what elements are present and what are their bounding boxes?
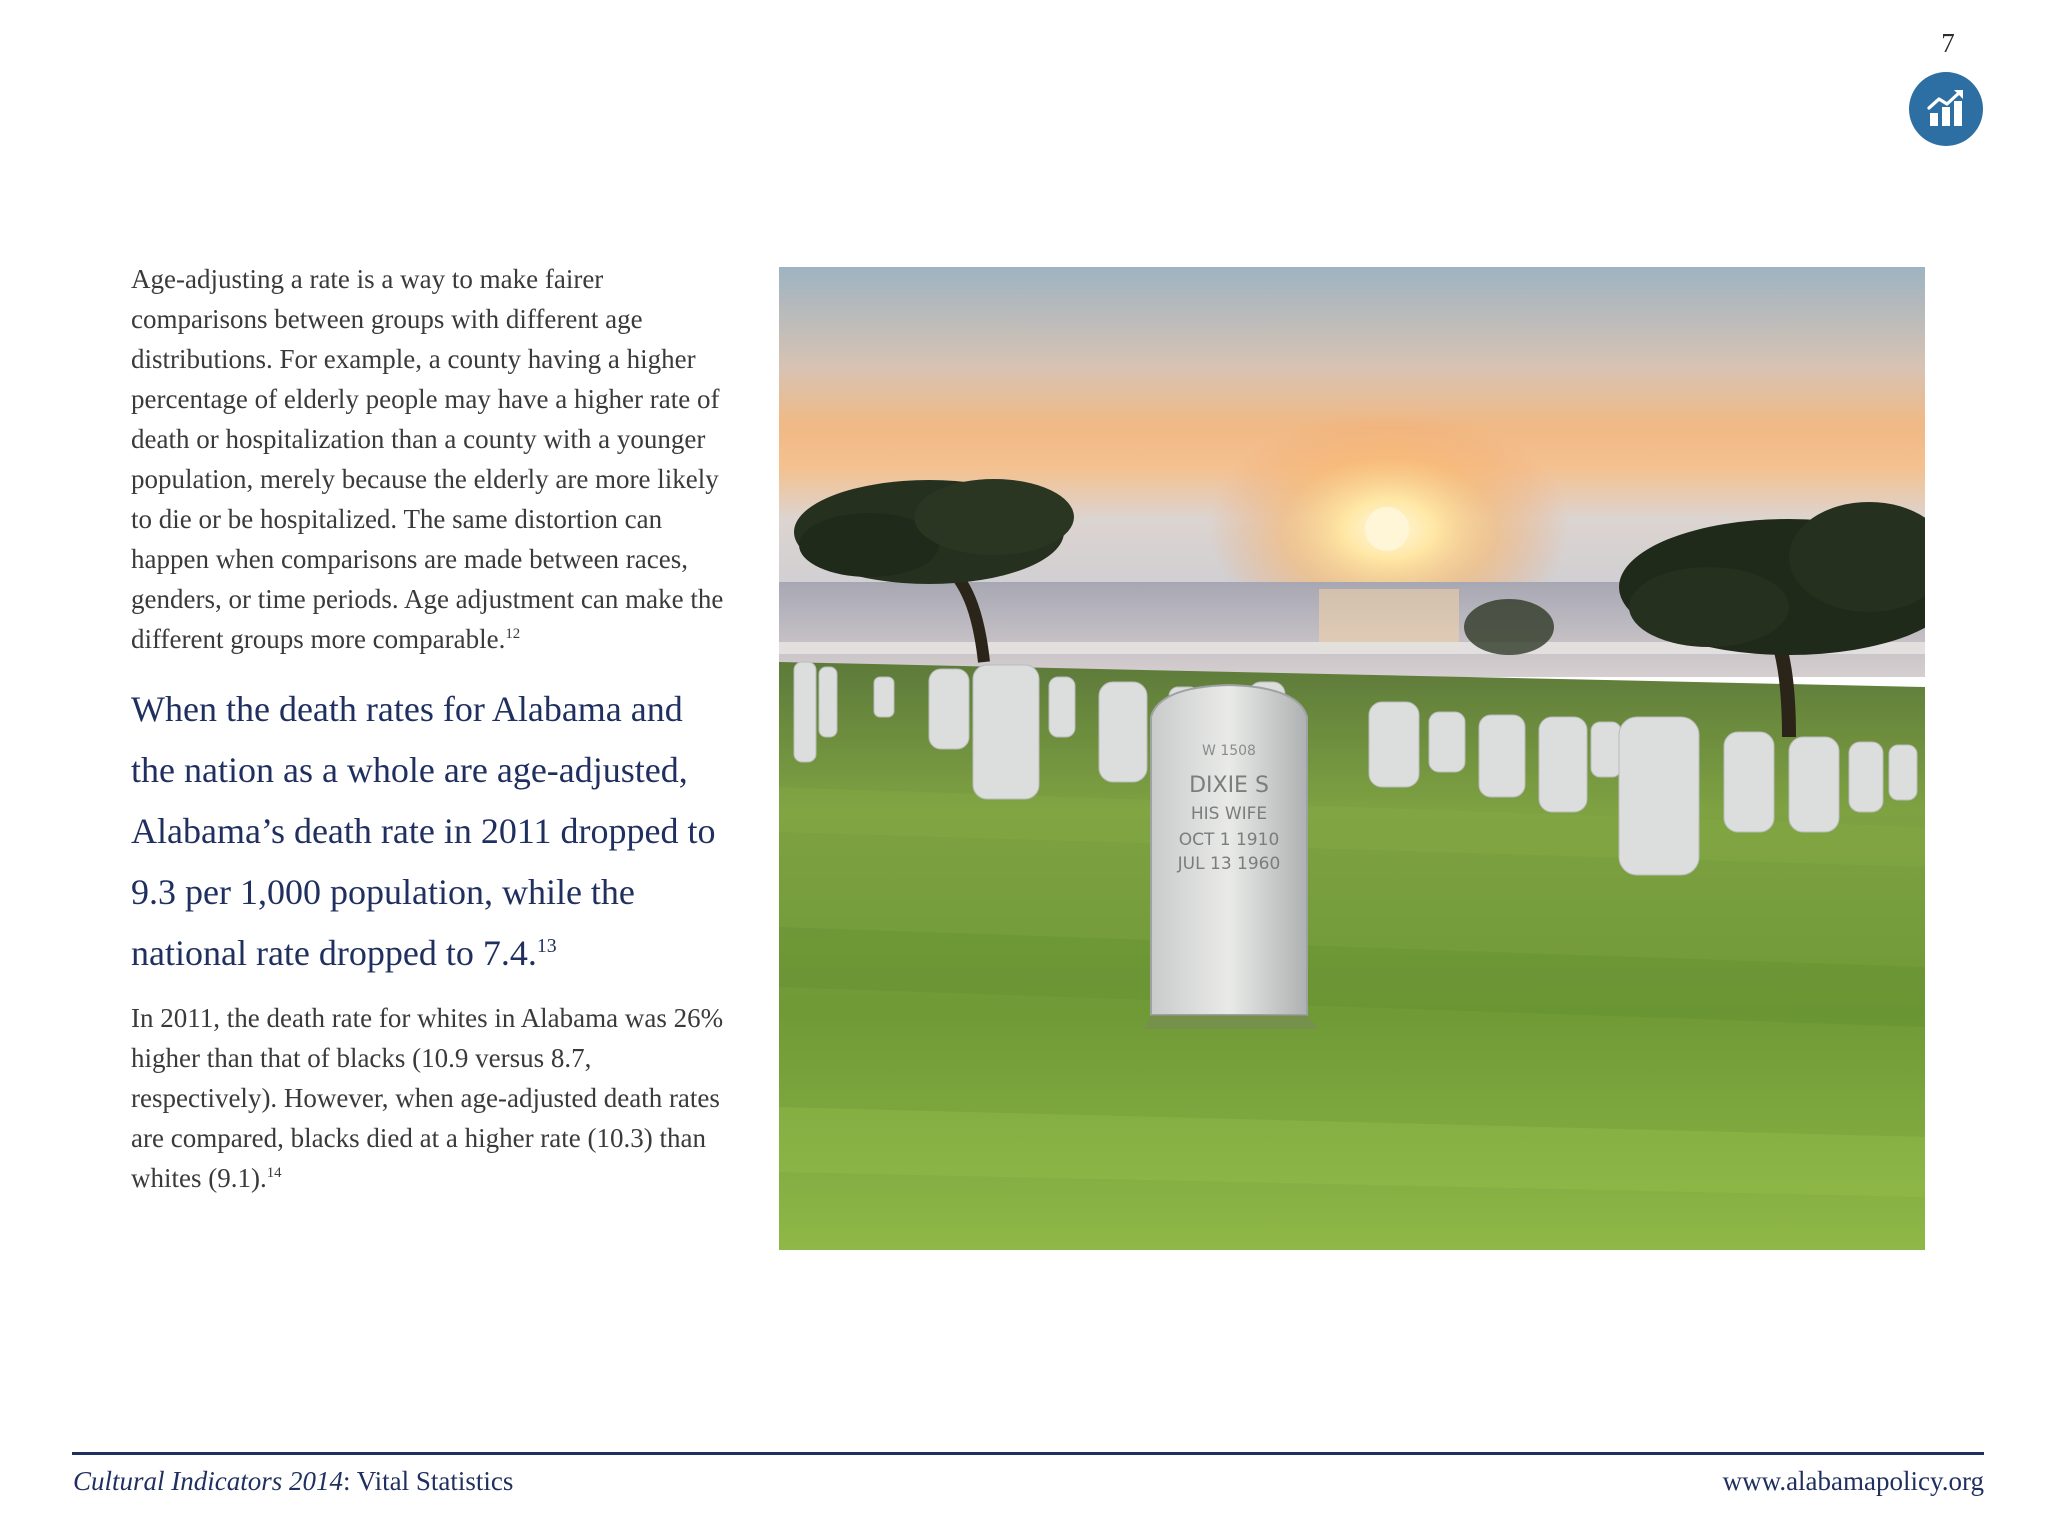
- intro-paragraph: Age-adjusting a rate is a way to make fairer comparisons between groups with different age distributions. For example, a county having a higher percentage of elderly people may have a higher rate of death or hospitalization than a county with a younger population, merely because the elderly are more likely to die or be hospitalized. The same distortion can happen when comparisons are made between races, genders, or time periods. Age adjustment can make the different groups more comparable.$^{12}$: [131, 264, 724, 654]
- page-number: 7: [1941, 28, 1955, 58]
- headstone: [1144, 685, 1319, 1029]
- headstone-relation: HIS WIFE: [1190, 804, 1268, 824]
- bar-chart-trend-icon: [1924, 87, 1968, 131]
- footnote-ref: 14: [266, 1165, 282, 1181]
- footnote-ref: 12: [505, 626, 521, 642]
- footnote-ref: 13: [536, 935, 557, 957]
- headstone-code: W 1508: [1202, 743, 1256, 759]
- text-column: [131, 259, 731, 1198]
- footer-publication: [73, 1466, 513, 1497]
- chart-badge: [1909, 72, 1983, 146]
- cemetery-photo: [779, 267, 1925, 1250]
- headstone-birth: OCT 1 1910: [1178, 830, 1280, 850]
- headstone-death: JUL 13 1960: [1177, 854, 1281, 874]
- second-paragraph: In 2011, the death rate for whites in Alabama was 26% higher than that of blacks (10.9 versus 8.7, respectively). However, when age-adjusted death rates are compared, blacks died at a higher rate (10.3) than whites (9.1).$^{14}$: [131, 1003, 724, 1193]
- footer-rule: [72, 1452, 1984, 1455]
- publication-title: Cultural Indicators 2014: [73, 1466, 344, 1496]
- footer-website-link[interactable]: www.alabamapolicy.org: [1722, 1466, 1984, 1496]
- publication-section: : Vital Statistics: [343, 1466, 514, 1496]
- pull-quote: When the death rates for Alabama and the nation as a whole are age-adjusted, Alabama’s death rate in 2011 dropped to 9.3 per 1,000 population, while the national rate dropped to 7.4.13: [131, 689, 716, 973]
- headstone-name: DIXIE S: [1189, 773, 1269, 798]
